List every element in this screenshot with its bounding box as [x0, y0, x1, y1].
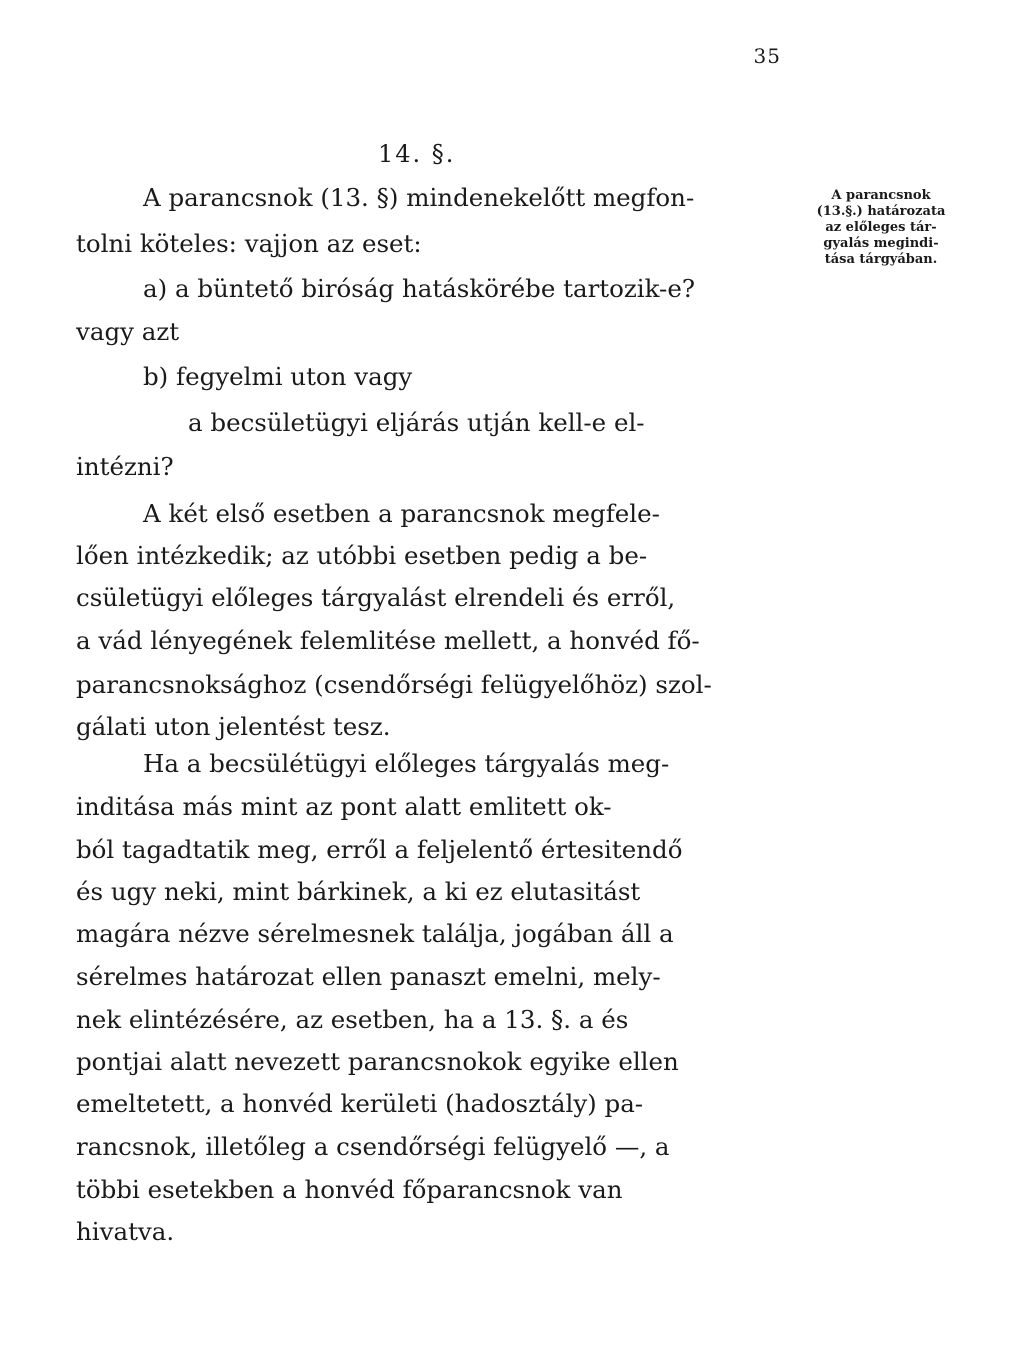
text-line: inditása más mint az pont alatt emlitett ok-	[76, 792, 612, 821]
text-line: intézni?	[76, 452, 174, 481]
text-line: pontjai alatt nevezett parancsnokok egyike ellen	[76, 1047, 679, 1076]
margin-note-line: az előleges tár-	[825, 220, 937, 235]
text-line: emeltetett, a honvéd kerületi (hadosztály) pa-	[76, 1089, 644, 1118]
text-line: gálati uton jelentést tesz.	[76, 712, 391, 741]
margin-note-line: A parancsnok	[831, 188, 931, 203]
text-line: A két első esetben a parancsnok megfele-	[143, 499, 660, 528]
text-line: tolni köteles: vajjon az eset:	[76, 229, 422, 258]
margin-note-line: tása tárgyában.	[824, 252, 938, 267]
text-line: magára nézve sérelmesnek találja, jogában áll a	[76, 919, 674, 948]
text-line: nek elintézésére, az esetben, ha a 13. §. a és	[76, 1005, 629, 1034]
margin-note-line: (13.§.) határozata	[816, 204, 946, 219]
text-line: többi esetekben a honvéd főparancsnok van	[76, 1175, 623, 1204]
text-line: csületügyi előleges tárgyalást elrendeli és erről,	[76, 583, 676, 612]
text-line: vagy azt	[76, 317, 180, 346]
margin-note-line: gyalás megindi-	[823, 236, 939, 251]
text-line: parancsnoksághoz (csendőrségi felügyelőhöz) szol-	[76, 670, 712, 699]
page-number: 35	[753, 44, 781, 68]
text-line: Ha a becsülétügyi előleges tárgyalás meg-	[143, 749, 670, 778]
text-line: hivatva.	[76, 1217, 175, 1246]
text-line: A parancsnok (13. §) mindenekelőtt megfon-	[143, 183, 695, 212]
text-line: rancsnok, illetőleg a csendőrségi felügyelő —, a	[76, 1132, 670, 1161]
text-line: a becsületügyi eljárás utján kell-e el-	[188, 408, 645, 437]
text-line: lően intézkedik; az utóbbi esetben pedig a be-	[76, 541, 648, 570]
margin-note	[806, 188, 956, 268]
text-line: sérelmes határozat ellen panaszt emelni, mely-	[76, 962, 661, 991]
text-line: b) fegyelmi uton vagy	[143, 362, 413, 391]
text-line: a) a büntető biróság hatáskörébe tartozik-e?	[143, 274, 695, 303]
text-line: a vád lényegének felemlitése mellett, a honvéd fő-	[76, 626, 700, 655]
text-line: és ugy neki, mint bárkinek, a ki ez elutasitást	[76, 877, 641, 906]
section-title: 14. §.	[378, 140, 456, 168]
text-line: ból tagadtatik meg, erről a feljelentő értesitendő	[76, 835, 683, 864]
